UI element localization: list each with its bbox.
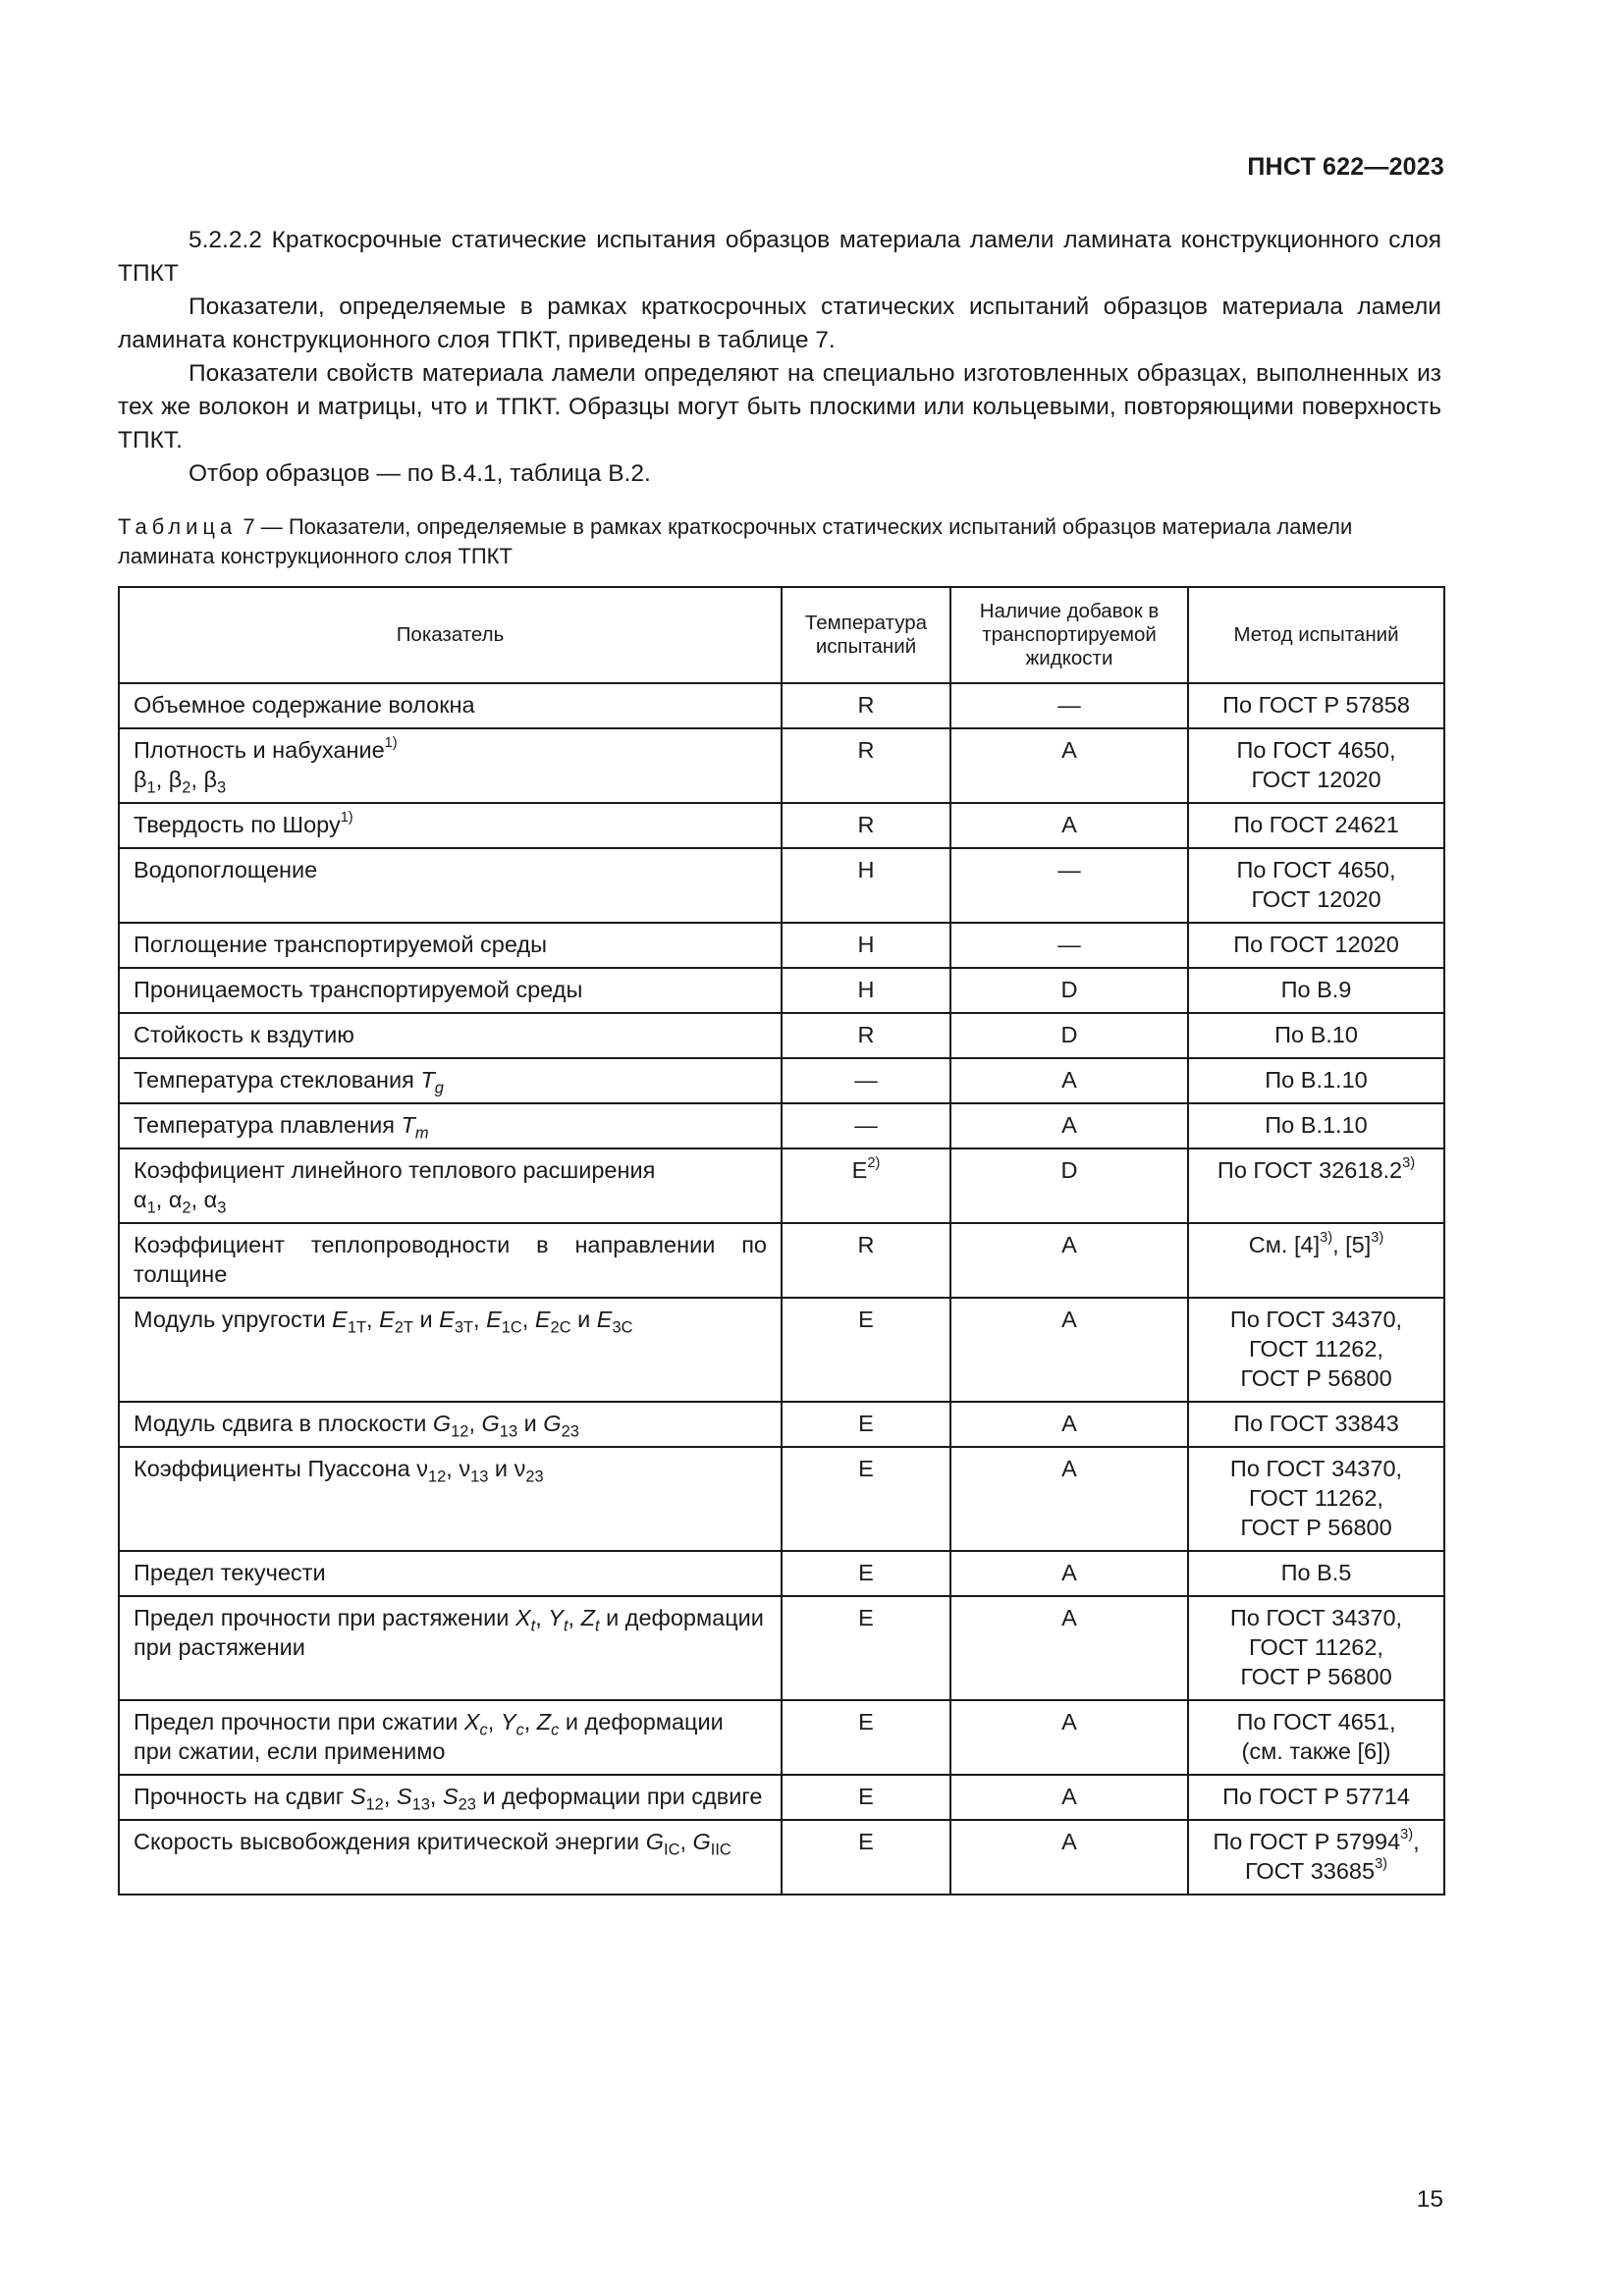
header-indicator: Показатель	[119, 587, 782, 683]
header-method: Метод испытаний	[1188, 587, 1444, 683]
cell-indicator: Твердость по Шору$^{1)}$	[119, 803, 782, 848]
indicator-symbols: $\alpha_1$, $\alpha_2$, $\alpha_3$	[134, 1187, 227, 1217]
cell-temperature: E	[782, 1775, 950, 1820]
cell-method: См. $[4]^{3)}$, $[5]^{3)}$	[1188, 1223, 1444, 1298]
cell-temperature: R	[782, 683, 950, 728]
cell-temperature: R	[782, 728, 950, 803]
table-row	[119, 1700, 1444, 1775]
paragraph-sampling: Отбор образцов — по В.4.1, таблица В.2.	[189, 460, 651, 487]
paragraph-indicators: Показатели, определяемые в рамках краткосрочных статических испытаний образцов материала ламели ламината конструкционного слоя ТПКТ, приведены в таблице 7.	[118, 294, 1441, 353]
cell-indicator: Модуль упругости $E_{1T}$, $E_{2T}$ и $E_{3T}$, $E_{1C}$, $E_{2C}$ и $E_{3C}$	[119, 1298, 782, 1402]
table-row	[119, 728, 1444, 803]
cell-temperature: —	[782, 1058, 950, 1103]
body-text	[118, 224, 1441, 491]
footnote-ref: 3)	[1371, 1230, 1384, 1246]
table-row	[119, 803, 1444, 848]
cell-indicator: Коэффициенты Пуассона $\nu_{12}$, $\nu_{13}$ и $\nu_{23}$	[119, 1447, 782, 1551]
table-row	[119, 968, 1444, 1013]
paragraph-section-heading: 5.2.2.2 Краткосрочные статические испытания образцов материала ламели ламината конструкционного слоя ТПКТ	[118, 227, 1441, 287]
cell-temperature: —	[782, 1103, 950, 1148]
cell-additives: A	[950, 1103, 1188, 1148]
cell-method: По В.1.10	[1188, 1103, 1444, 1148]
table-row	[119, 1402, 1444, 1447]
cell-additives: A	[950, 1402, 1188, 1447]
table-caption-text: 7 — Показатели, определяемые в рамках краткосрочных статических испытаний образцов материала ламели ламината конструкционного слоя ТПКТ	[118, 514, 1353, 568]
cell-additives: —	[950, 683, 1188, 728]
table-row	[119, 1820, 1444, 1895]
cell-indicator: Прочность на сдвиг $S_{12}$, $S_{13}$, $S_{23}$ и деформации при сдвиге	[119, 1775, 782, 1820]
cell-method: По ГОСТ 4650, ГОСТ 12020	[1188, 728, 1444, 803]
cell-additives: D	[950, 1013, 1188, 1058]
table-row	[119, 1103, 1444, 1148]
cell-temperature: H	[782, 923, 950, 968]
header-additives: Наличие добавок в транспортируемой жидкости	[950, 587, 1188, 683]
cell-temperature: R	[782, 1013, 950, 1058]
table-row	[119, 1058, 1444, 1103]
footnote-ref: 3)	[1375, 1856, 1388, 1872]
indicators-table	[118, 586, 1445, 1896]
cell-indicator: Температура стеклования $T_g$	[119, 1058, 782, 1103]
cell-additives: A	[950, 728, 1188, 803]
cell-indicator: Предел прочности при растяжении $X_t$, $Y_t$, $Z_t$ и деформации при растяжении	[119, 1596, 782, 1700]
cell-indicator: Коэффициент теплопроводности в направлении по толщине	[119, 1223, 782, 1298]
table-row	[119, 1013, 1444, 1058]
cell-additives: —	[950, 848, 1188, 923]
table-header-row	[119, 587, 1444, 683]
cell-additives: D	[950, 1148, 1188, 1223]
table-row	[119, 1148, 1444, 1223]
cell-method: По ГОСТ 24621	[1188, 803, 1444, 848]
cell-method: По ГОСТ 34370, ГОСТ 11262, ГОСТ Р 56800	[1188, 1298, 1444, 1402]
cell-method: По ГОСТ 4651, (см. также [6])	[1188, 1700, 1444, 1775]
cell-method: По ГОСТ 34370, ГОСТ 11262, ГОСТ Р 56800	[1188, 1596, 1444, 1700]
table-row	[119, 848, 1444, 923]
cell-indicator: Коэффициент линейного теплового расширения $\alpha_1$, $\alpha_2$, $\alpha_3$	[119, 1148, 782, 1223]
cell-additives: A	[950, 1058, 1188, 1103]
cell-temperature: E	[782, 1298, 950, 1402]
table-caption-label: Таблица	[118, 514, 238, 539]
table-row	[119, 1447, 1444, 1551]
cell-temperature: H	[782, 848, 950, 923]
cell-additives: D	[950, 968, 1188, 1013]
footnote-ref: 3)	[1400, 1827, 1414, 1842]
cell-additives: A	[950, 1775, 1188, 1820]
cell-method: По ГОСТ Р 57994$^{3)}$, ГОСТ 33685$^{3)}$	[1188, 1820, 1444, 1895]
table-row	[119, 1223, 1444, 1298]
cell-temperature: E	[782, 1447, 950, 1551]
cell-temperature: R	[782, 1223, 950, 1298]
cell-temperature: E	[782, 1820, 950, 1895]
cell-additives: A	[950, 1551, 1188, 1596]
cell-method: По В.5	[1188, 1551, 1444, 1596]
table-caption	[118, 512, 1443, 571]
footnote-ref: 1)	[340, 810, 353, 826]
cell-additives: A	[950, 1223, 1188, 1298]
table-row	[119, 1775, 1444, 1820]
cell-method: По ГОСТ Р 57858	[1188, 683, 1444, 728]
indicator-text: Плотность и набухание	[134, 737, 385, 763]
cell-indicator: Объемное содержание волокна	[119, 683, 782, 728]
cell-method: По ГОСТ 34370, ГОСТ 11262, ГОСТ Р 56800	[1188, 1447, 1444, 1551]
cell-additives: A	[950, 803, 1188, 848]
cell-temperature: E	[782, 1596, 950, 1700]
cell-temperature: E	[782, 1551, 950, 1596]
cell-indicator	[119, 728, 782, 803]
cell-method: По ГОСТ 12020	[1188, 923, 1444, 968]
document-code: ПНСТ 622—2023	[1247, 153, 1444, 181]
cell-method: По ГОСТ Р 57714	[1188, 1775, 1444, 1820]
cell-additives: A	[950, 1447, 1188, 1551]
cell-method: По ГОСТ 33843	[1188, 1402, 1444, 1447]
cell-temperature: R	[782, 803, 950, 848]
cell-method: По В.10	[1188, 1013, 1444, 1058]
header-temperature: Температура испытаний	[782, 587, 950, 683]
cell-indicator: Проницаемость транспортируемой среды	[119, 968, 782, 1013]
cell-indicator: Скорость высвобождения критической энергии $G_{IC}$, $G_{IIC}$	[119, 1820, 782, 1895]
footnote-ref: 2)	[867, 1155, 881, 1171]
cell-indicator: Предел текучести	[119, 1551, 782, 1596]
indicator-symbols: $\beta_1$, $\beta_2$, $\beta_3$	[134, 767, 227, 797]
footnote-ref: 3)	[1402, 1155, 1416, 1171]
cell-indicator: Предел прочности при сжатии $X_c$, $Y_c$, $Z_c$ и деформации при сжатии, если применимо	[119, 1700, 782, 1775]
cell-indicator: Водопоглощение	[119, 848, 782, 923]
cell-method: По В.9	[1188, 968, 1444, 1013]
table-row	[119, 1298, 1444, 1402]
cell-additives: A	[950, 1700, 1188, 1775]
footnote-ref: 3)	[1320, 1230, 1333, 1246]
paragraph-samples: Показатели свойств материала ламели определяют на специально изготовленных образцах, выполненных из тех же волокон и матрицы, что и ТПКТ. Образцы могут быть плоскими или кольцевыми, повторяющими поверхность ТПКТ.	[118, 360, 1441, 454]
cell-additives: A	[950, 1596, 1188, 1700]
table-row	[119, 1551, 1444, 1596]
cell-temperature: E	[782, 1402, 950, 1447]
cell-method: По В.1.10	[1188, 1058, 1444, 1103]
table-row	[119, 923, 1444, 968]
cell-indicator: Поглощение транспортируемой среды	[119, 923, 782, 968]
cell-additives: —	[950, 923, 1188, 968]
cell-temperature: $E^{2)}$	[782, 1148, 950, 1223]
cell-additives: A	[950, 1820, 1188, 1895]
cell-method: По ГОСТ 4650, ГОСТ 12020	[1188, 848, 1444, 923]
cell-indicator: Температура плавления $T_m$	[119, 1103, 782, 1148]
cell-indicator: Стойкость к вздутию	[119, 1013, 782, 1058]
cell-temperature: H	[782, 968, 950, 1013]
footnote-ref: 1)	[384, 735, 398, 751]
cell-indicator: Модуль сдвига в плоскости $G_{12}$, $G_{13}$ и $G_{23}$	[119, 1402, 782, 1447]
table-row	[119, 1596, 1444, 1700]
table-row	[119, 683, 1444, 728]
cell-temperature: E	[782, 1700, 950, 1775]
page-number: 15	[1416, 2186, 1443, 2213]
cell-method: По ГОСТ 32618.2$^{3)}$	[1188, 1148, 1444, 1223]
cell-additives: A	[950, 1298, 1188, 1402]
